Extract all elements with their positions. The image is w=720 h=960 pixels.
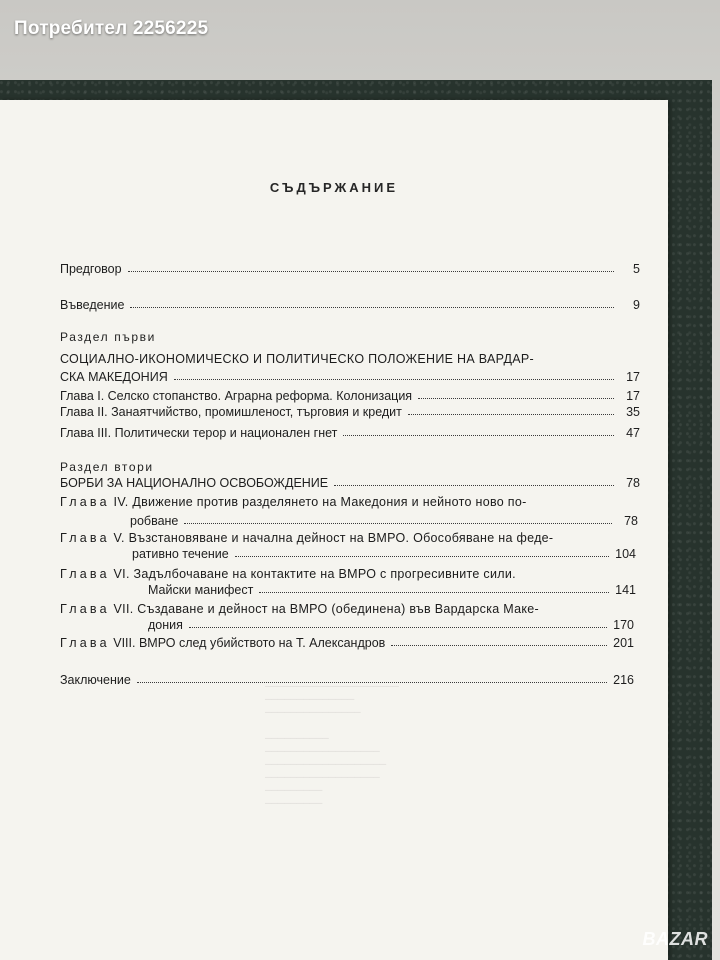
section-heading-1-line1: СОЦИАЛНО-ИКОНОМИЧЕСКО И ПОЛИТИЧЕСКО ПОЛОЖЕНИЕ НА ВАРДАР-: [60, 352, 534, 366]
chapter-word: Глава: [60, 602, 110, 616]
chapter-title: VI. Задълбочаване на контактите на ВМРО с прогресивните сили.: [113, 567, 516, 581]
toc-entry-label: робване: [130, 514, 179, 528]
leader-dots: [130, 306, 614, 308]
leader-dots: [189, 626, 607, 628]
toc-page-number: 17: [626, 389, 640, 403]
toc-chapter-2: [60, 405, 640, 419]
leader-dots: [174, 378, 614, 380]
toc-chapter-6-line2: [148, 583, 636, 597]
site-watermark: BAZAR: [642, 929, 708, 949]
section-label-1: Раздел първи: [60, 330, 156, 344]
toc-page-number: 5: [633, 262, 640, 276]
toc-page-number: 9: [633, 298, 640, 312]
toc-entry-label: Предговор: [60, 262, 122, 276]
toc-entry-preface: [60, 262, 640, 276]
leader-dots: [343, 434, 614, 436]
toc-entry-label: Майски манифест: [148, 583, 254, 597]
chapter-word: Глава: [60, 636, 110, 650]
chapter-title: V. Възстановяване и начална дейност на ВМРО. Обособяване на феде-: [113, 531, 554, 545]
section-heading-1-line2: [60, 370, 640, 384]
toc-entry-label: Глава III. Политически терор и национален гнет: [60, 426, 338, 440]
toc-entry-label: Заключение: [60, 673, 131, 687]
leader-dots: [128, 270, 614, 272]
toc-entry-label: БОРБИ ЗА НАЦИОНАЛНО ОСВОБОЖДЕНИЕ: [60, 476, 329, 490]
toc-page-number: 78: [624, 514, 638, 528]
toc-page-number: 104: [615, 547, 636, 561]
leader-dots: [259, 591, 609, 593]
toc-entry-label: Глава I. Селско стопанство. Аграрна реформа. Колонизация: [60, 389, 413, 403]
toc-chapter-4-line1: [60, 495, 527, 509]
toc-entry-label: СКА МАКЕДОНИЯ: [60, 370, 168, 384]
leader-dots: [391, 644, 607, 646]
leader-dots: [235, 555, 609, 557]
chapter-word: Глава: [60, 567, 110, 581]
chapter-title: IV. Движение против разделянето на Македония и нейното ново по-: [113, 495, 527, 509]
toc-chapter-5-line2: [132, 547, 636, 561]
bleed-through-text: ───────────────────── ────────────── ─────────────── ────────── ────────────────── ─────────────────── ────────────────── ───────── ─────────: [265, 681, 399, 808]
toc-entry-label: Глава II. Занаятчийство, промишленост, търговия и кредит: [60, 405, 402, 419]
leader-dots: [184, 522, 612, 524]
toc-chapter-6-line1: [60, 567, 516, 581]
toc-chapter-4-line2: [130, 514, 638, 528]
chapter-title: VIII. ВМРО след убийството на Т. Александров: [113, 636, 386, 650]
toc-entry-intro: [60, 298, 640, 312]
toc-chapter-7-line2: [148, 618, 634, 632]
toc-entry-label: дония: [148, 618, 183, 632]
page-title: СЪДЪРЖАНИЕ: [269, 180, 399, 195]
chapter-title: VII. Създаване и дейност на ВМРО (обединена) във Вардарска Маке-: [113, 602, 540, 616]
leader-dots: [137, 681, 607, 683]
section-label-2: Раздел втори: [60, 460, 154, 474]
toc-page-number: 170: [613, 618, 634, 632]
toc-page-number: 201: [613, 636, 634, 650]
toc-page-number: 141: [615, 583, 636, 597]
toc-entry-label: [60, 636, 385, 650]
leader-dots: [418, 397, 614, 399]
toc-chapter-7-line1: [60, 602, 539, 616]
toc-chapter-3: [60, 426, 640, 440]
toc-page-number: 216: [613, 673, 634, 687]
toc-chapter-1: [60, 389, 640, 403]
toc-chapter-5-line1: [60, 531, 553, 545]
toc-entry-label: Въведение: [60, 298, 125, 312]
toc-page-number: 17: [626, 370, 640, 384]
toc-page-number: 47: [626, 426, 640, 440]
toc-chapter-8: [60, 636, 634, 650]
section-heading-2: [60, 476, 640, 490]
toc-entry-conclusion: [60, 673, 634, 687]
chapter-word: Глава: [60, 495, 110, 509]
toc-entry-label: ративно течение: [132, 547, 229, 561]
user-badge: Потребител 2256225: [14, 18, 209, 39]
leader-dots: [334, 484, 614, 486]
toc-page-number: 78: [626, 476, 640, 490]
leader-dots: [408, 413, 614, 415]
book-page: [0, 100, 668, 960]
toc-page-number: 35: [626, 405, 640, 419]
chapter-word: Глава: [60, 531, 110, 545]
